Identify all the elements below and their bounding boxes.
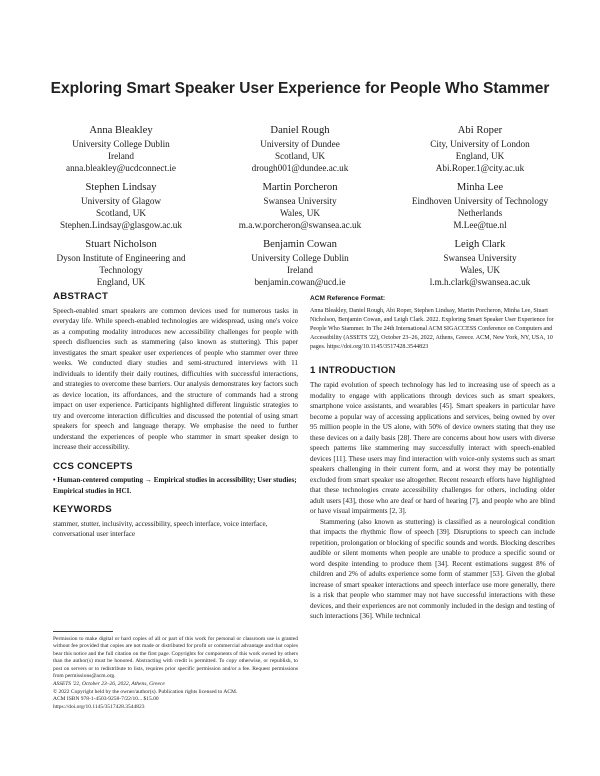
permission-text: Permission to make digital or hard copies of all or part of this work for personal or classroom use is granted without fee provided that copies are not made or distributed for profit or commercial advantage and that copies bear this notice and the full citation on the first page. Copyrights for components of this work owned by others than the author(s) must be honored. Abstracting with credit is permitted. To copy otherwise, or republish, to post on servers or to redistribute to lists, requires prior specific permission and/or a fee. Request permissions from permissions@acm.org. bbox=[53, 636, 298, 680]
author-email: m.a.w.porcheron@swansea.ac.uk bbox=[238, 220, 362, 231]
author-block bbox=[395, 124, 565, 175]
ccs-text: • Human-centered computing → Empirical studies in accessibility; User studies; Empirical studies in HCI. bbox=[53, 476, 297, 495]
author-location: England, UK bbox=[96, 277, 146, 288]
author-name: Anna Bleakley bbox=[89, 125, 153, 136]
intro-paragraph-1: The rapid evolution of speech technology has led to increasing use of speech as a modality to engage with applications through devices such as smart speakers, smartphone voice assistants, and wearables [45]. Smart speakers in particular have become a popular way of accessing applications and services, being owned by over 95 million people in the US alone, with 50% of device owners stating that they use these devices on a daily basis [28]. There are concerns about how users with diverse speech patterns like stammering may successfully interact with speech-enabled devices [11]. These users may find interaction with voice-only systems such as smart speakers challenging in their current form, and at worst they may be potentially excluded from smart speaker use altogether. Recent research efforts have highlighted that these technologies create accessibility challenges for others, including older adult users [43], those who are deaf or hard of hearing [7], and people who are blind or have visual impairments [2, 3]. bbox=[310, 381, 555, 515]
paper-title: Exploring Smart Speaker User Experience for People Who Stammer bbox=[50, 80, 550, 97]
author-block bbox=[215, 238, 385, 289]
copyright-line: © 2022 Copyright held by the owner/author(s). Publication rights licensed to ACM. bbox=[53, 688, 238, 695]
author-location: Wales, UK bbox=[279, 208, 321, 219]
author-block bbox=[36, 181, 206, 232]
author-affiliation: University College Dublin bbox=[251, 253, 349, 263]
abstract-heading: ABSTRACT bbox=[53, 291, 109, 302]
author-location: Wales, UK bbox=[459, 265, 501, 276]
footnote-rule bbox=[53, 631, 113, 632]
author-affiliation: Dyson Institute of Engineering and Technology bbox=[56, 253, 186, 276]
author-name: Abi Roper bbox=[457, 125, 503, 136]
doi-line: https://doi.org/10.1145/3517428.3544823 bbox=[53, 703, 145, 710]
author-block bbox=[36, 124, 206, 175]
author-affiliation: Swansea University bbox=[263, 196, 337, 206]
author-name: Martin Porcheron bbox=[262, 182, 338, 193]
author-block bbox=[215, 181, 385, 232]
author-name: Stephen Lindsay bbox=[85, 182, 157, 193]
intro-paragraph-2: Stammering (also known as stuttering) is classified as a neurological condition that impacts the rhythmic flow of speech [39]. Disruptions to speech can include repetition, prolongation or blocking of specific sounds and words. Blocking describes audible or silent moments when people are unable to produce a specific sound or word despite intending to produce them [34]. Recent estimations suggest 8% of children and 2% of adults experience some form of stammer [53]. Given the global increase of smart speaker interactions and speech interface use more generally, there is a risk that people who stammer may not have successful interactions with these devices, and their experiences are not commonly included in the design and testing of such interactions [36]. While technical bbox=[310, 517, 555, 620]
author-email: l.m.h.clark@swansea.ac.uk bbox=[429, 277, 531, 288]
isbn-line: ACM ISBN 978-1-4503-9258-7/22/10... $15.00 bbox=[53, 696, 159, 703]
author-affiliation: Eindhoven University of Technology bbox=[411, 196, 549, 206]
author-location: England, UK bbox=[455, 151, 505, 162]
author-location: Scotland, UK bbox=[95, 208, 146, 219]
conference-line: ASSETS '22, October 23–26, 2022, Athens, Greece bbox=[53, 681, 165, 688]
author-affiliation: University of Dundee bbox=[260, 139, 340, 149]
author-block bbox=[395, 238, 565, 289]
author-block bbox=[215, 124, 385, 175]
right-column bbox=[310, 294, 555, 622]
author-affiliation: City, University of London bbox=[430, 139, 530, 149]
author-name: Benjamin Cowan bbox=[263, 239, 337, 250]
reference-format-text: Anna Bleakley, Daniel Rough, Abi Roper, Stephen Lindsay, Martin Porcheron, Minha Lee, Stuart Nicholson, Benjamin Cowan, and Leigh Clark. 2022. Exploring Smart Speaker User Experience for People Who Stammer. In The 24th International ACM SIGACCESS Conference on Computers and Accessibility (ASSETS '22), October 23–26, 2022, Athens, Greece. ACM, New York, NY, USA, 10 pages. https://doi.org/10.1145/3517428.3544823 bbox=[310, 307, 554, 350]
author-location: Ireland bbox=[286, 265, 313, 276]
reference-format-heading: ACM Reference Format: bbox=[310, 295, 386, 302]
author-location: Netherlands bbox=[457, 208, 503, 219]
author-block bbox=[36, 238, 206, 289]
author-email: anna.bleakley@ucdconnect.ie bbox=[66, 163, 176, 174]
author-email: Abi.Roper.1@city.ac.uk bbox=[435, 163, 525, 174]
author-affiliation: University of Glagow bbox=[80, 196, 162, 206]
author-affiliation: University College Dublin bbox=[72, 139, 170, 149]
author-email: Stephen.Lindsay@glasgow.ac.uk bbox=[60, 220, 182, 231]
author-email: drough001@dundee.ac.uk bbox=[251, 163, 349, 174]
keywords-text: stammer, stutter, inclusivity, accessibility, speech interface, voice interface, conversational user interface bbox=[53, 519, 268, 538]
author-name: Leigh Clark bbox=[454, 239, 506, 250]
introduction-heading: 1 INTRODUCTION bbox=[310, 364, 396, 376]
author-name: Daniel Rough bbox=[270, 125, 330, 136]
author-block bbox=[395, 181, 565, 232]
author-affiliation: Swansea University bbox=[443, 253, 517, 263]
left-column bbox=[53, 292, 298, 540]
author-name: Minha Lee bbox=[456, 182, 504, 193]
author-email: benjamin.cowan@ucd.ie bbox=[254, 277, 346, 288]
author-location: Scotland, UK bbox=[274, 151, 325, 162]
author-name: Stuart Nicholson bbox=[85, 239, 157, 250]
author-location: Ireland bbox=[107, 151, 134, 162]
permission-footnote bbox=[53, 636, 298, 711]
author-email: M.Lee@tue.nl bbox=[453, 220, 507, 231]
abstract-text: Speech-enabled smart speakers are common devices used for numerous tasks in everyday life. While speech-enabled technologies are widespread, using one's voice as a computing modality introduces new accessibility challenges for people with speech disfluencies such as stammering (also known as stuttering). This paper investigates the smart speaker user experiences of people who stammer over three weeks. We conducted diary studies and semi-structured interviews with 11 individuals to identify their daily routines, difficulties with successful interactions, and strategies to overcome these barriers. Our analysis demonstrates key factors such as device location, its affordances, and the structure of commands had a strong impact on user experience. Participants highlighted different linguistic strategies to try and overcome interaction difficulties and discussed the potential of using smart speakers for speech and language therapy. We emphasise the need to further understand the experiences of people who stammer in smart speaker design to increase their accessibility. bbox=[53, 306, 298, 451]
ccs-heading: CCS CONCEPTS bbox=[53, 460, 133, 472]
keywords-heading: KEYWORDS bbox=[53, 504, 112, 515]
